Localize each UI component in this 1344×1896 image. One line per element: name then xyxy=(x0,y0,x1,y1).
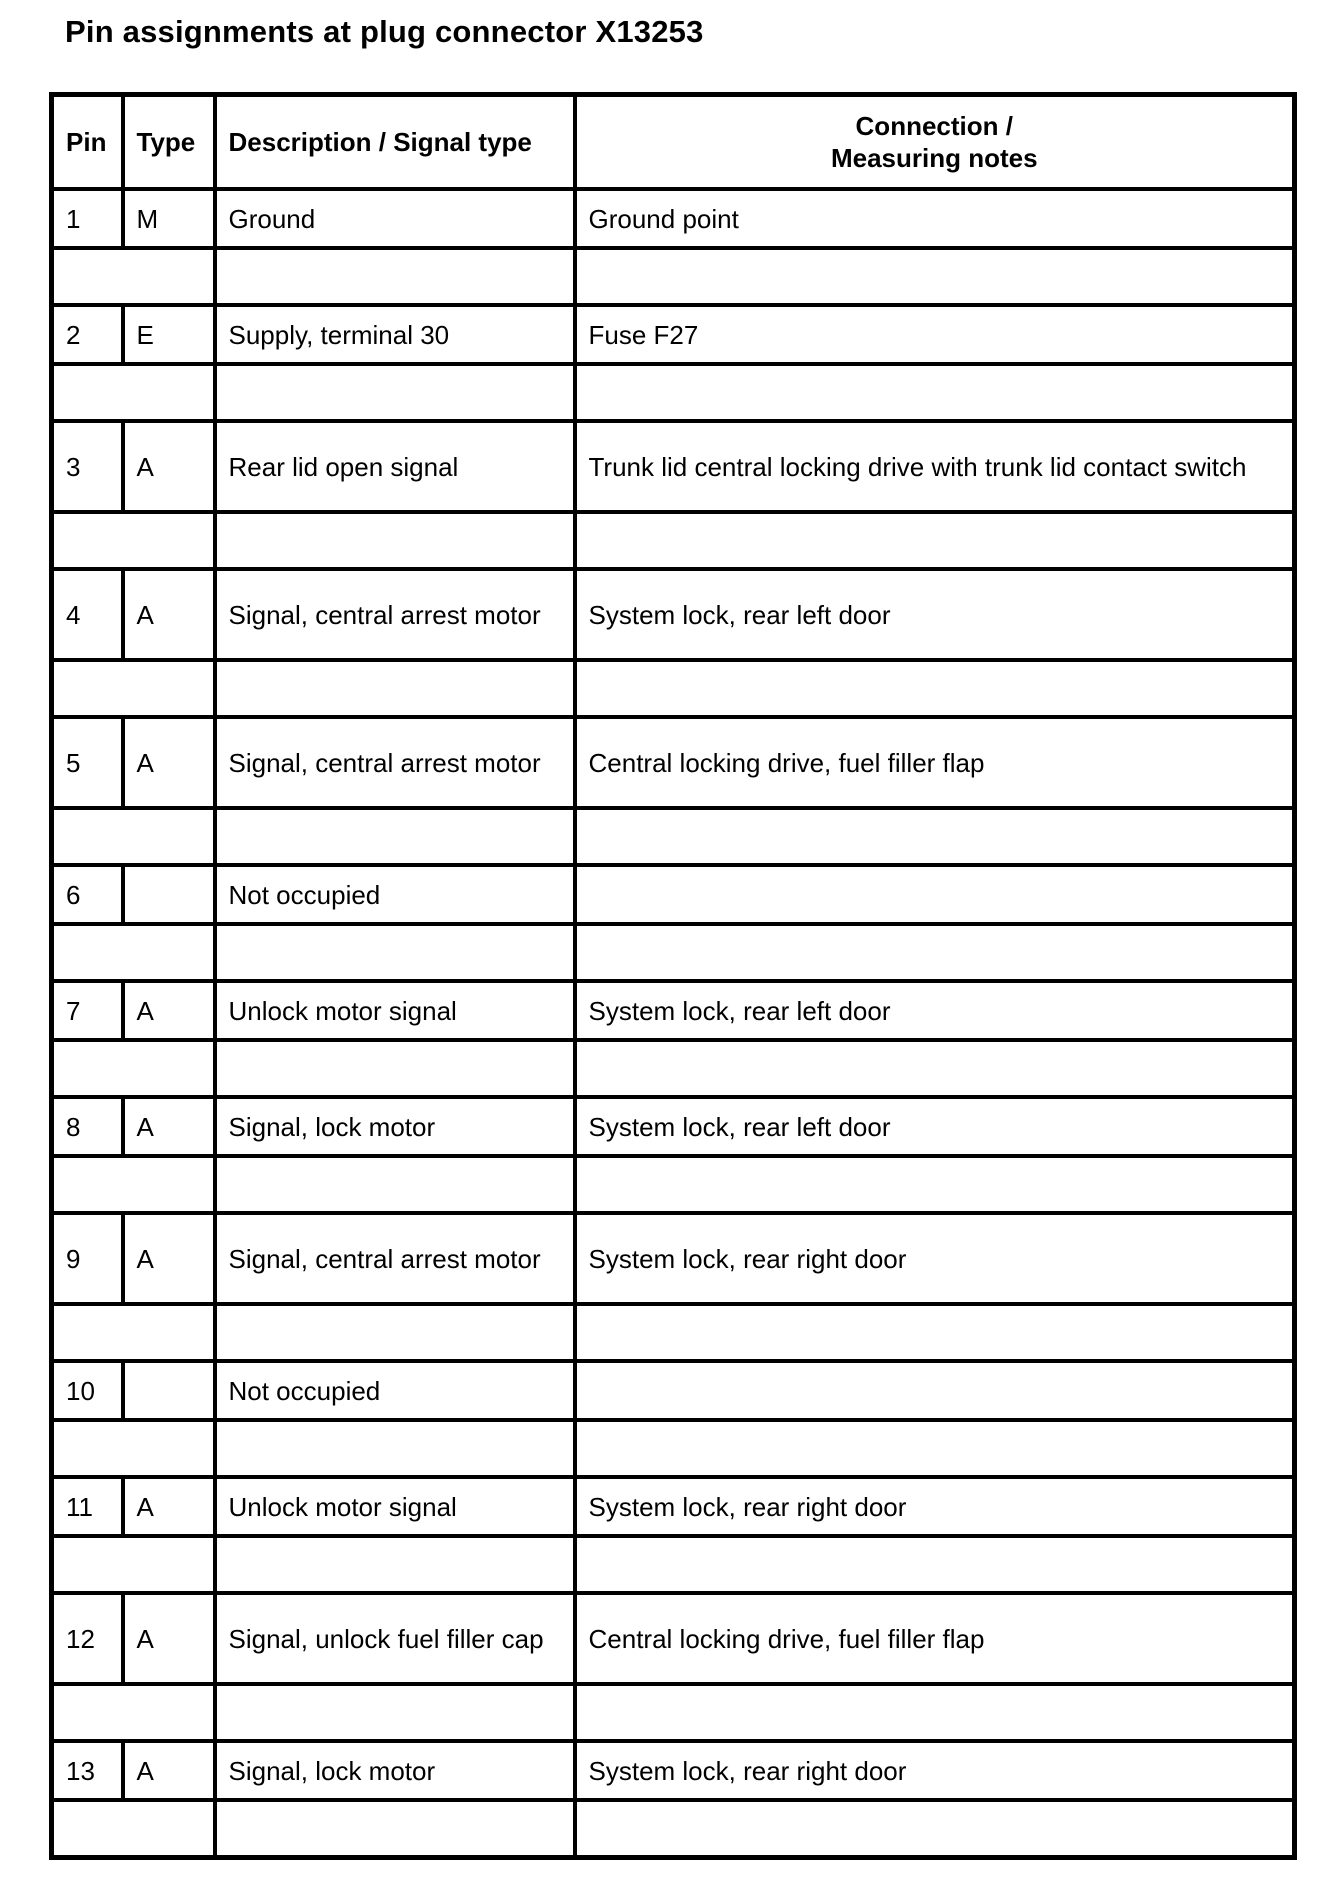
spacer-row xyxy=(52,808,1295,865)
cell-connection: Trunk lid central locking drive with trunk lid contact switch xyxy=(575,421,1295,512)
header-connection xyxy=(575,95,1295,190)
cell-type xyxy=(123,1361,215,1420)
cell-description: Signal, lock motor xyxy=(215,1097,575,1156)
cell-type: A xyxy=(123,1741,215,1800)
cell-description: Rear lid open signal xyxy=(215,421,575,512)
cell-pin: 10 xyxy=(52,1361,123,1420)
table-row xyxy=(52,717,1295,808)
cell-connection: Central locking drive, fuel filler flap xyxy=(575,1593,1295,1684)
cell-type: A xyxy=(123,981,215,1040)
spacer-row xyxy=(52,1800,1295,1858)
cell-connection: System lock, rear right door xyxy=(575,1477,1295,1536)
cell-connection: Central locking drive, fuel filler flap xyxy=(575,717,1295,808)
table-row xyxy=(52,1213,1295,1304)
cell-type: A xyxy=(123,1477,215,1536)
cell-connection: System lock, rear left door xyxy=(575,569,1295,660)
page-title: Pin assignments at plug connector X13253 xyxy=(65,14,704,49)
cell-type: A xyxy=(123,421,215,512)
cell-description: Signal, central arrest motor xyxy=(215,569,575,660)
cell-pin: 5 xyxy=(52,717,123,808)
cell-connection: Fuse F27 xyxy=(575,305,1295,364)
cell-type: A xyxy=(123,1593,215,1684)
spacer-row xyxy=(52,248,1295,305)
cell-pin: 12 xyxy=(52,1593,123,1684)
table-row xyxy=(52,569,1295,660)
cell-pin: 1 xyxy=(52,189,123,248)
header-pin: Pin xyxy=(52,95,123,190)
cell-pin: 2 xyxy=(52,305,123,364)
cell-description: Signal, lock motor xyxy=(215,1741,575,1800)
cell-type: A xyxy=(123,1213,215,1304)
cell-connection xyxy=(575,1361,1295,1420)
spacer-row xyxy=(52,1304,1295,1361)
spacer-row xyxy=(52,1156,1295,1213)
cell-connection: System lock, rear right door xyxy=(575,1741,1295,1800)
spacer-row xyxy=(52,660,1295,717)
table-row xyxy=(52,1741,1295,1800)
cell-connection: System lock, rear left door xyxy=(575,981,1295,1040)
cell-connection: Ground point xyxy=(575,189,1295,248)
cell-connection: System lock, rear left door xyxy=(575,1097,1295,1156)
cell-connection xyxy=(575,865,1295,924)
table-row xyxy=(52,981,1295,1040)
pin-assignment-table xyxy=(49,92,1297,1860)
spacer-row xyxy=(52,1040,1295,1097)
cell-description: Unlock motor signal xyxy=(215,981,575,1040)
spacer-row xyxy=(52,364,1295,421)
table-row xyxy=(52,865,1295,924)
table-row xyxy=(52,189,1295,248)
cell-type: A xyxy=(123,1097,215,1156)
table-row xyxy=(52,1593,1295,1684)
cell-type: A xyxy=(123,569,215,660)
cell-pin: 6 xyxy=(52,865,123,924)
cell-description: Supply, terminal 30 xyxy=(215,305,575,364)
cell-description: Not occupied xyxy=(215,865,575,924)
spacer-row xyxy=(52,1420,1295,1477)
cell-pin: 8 xyxy=(52,1097,123,1156)
cell-pin: 4 xyxy=(52,569,123,660)
cell-description: Unlock motor signal xyxy=(215,1477,575,1536)
spacer-row xyxy=(52,1536,1295,1593)
cell-pin: 11 xyxy=(52,1477,123,1536)
table-row xyxy=(52,1097,1295,1156)
header-description: Description / Signal type xyxy=(215,95,575,190)
spacer-row xyxy=(52,924,1295,981)
table-row xyxy=(52,1477,1295,1536)
cell-pin: 13 xyxy=(52,1741,123,1800)
cell-pin: 9 xyxy=(52,1213,123,1304)
table-header-row xyxy=(52,95,1295,190)
cell-pin: 3 xyxy=(52,421,123,512)
header-type: Type xyxy=(123,95,215,190)
header-connection-line1: Connection / xyxy=(855,111,1013,141)
table-row xyxy=(52,1361,1295,1420)
spacer-row xyxy=(52,512,1295,569)
cell-description: Not occupied xyxy=(215,1361,575,1420)
cell-description: Signal, central arrest motor xyxy=(215,717,575,808)
table-row xyxy=(52,421,1295,512)
header-connection-line2: Measuring notes xyxy=(830,143,1038,173)
table-row xyxy=(52,305,1295,364)
cell-pin: 7 xyxy=(52,981,123,1040)
cell-description: Ground xyxy=(215,189,575,248)
cell-type: A xyxy=(123,717,215,808)
cell-type: E xyxy=(123,305,215,364)
cell-description: Signal, unlock fuel filler cap xyxy=(215,1593,575,1684)
spacer-row xyxy=(52,1684,1295,1741)
cell-type xyxy=(123,865,215,924)
cell-connection: System lock, rear right door xyxy=(575,1213,1295,1304)
cell-type: M xyxy=(123,189,215,248)
cell-description: Signal, central arrest motor xyxy=(215,1213,575,1304)
